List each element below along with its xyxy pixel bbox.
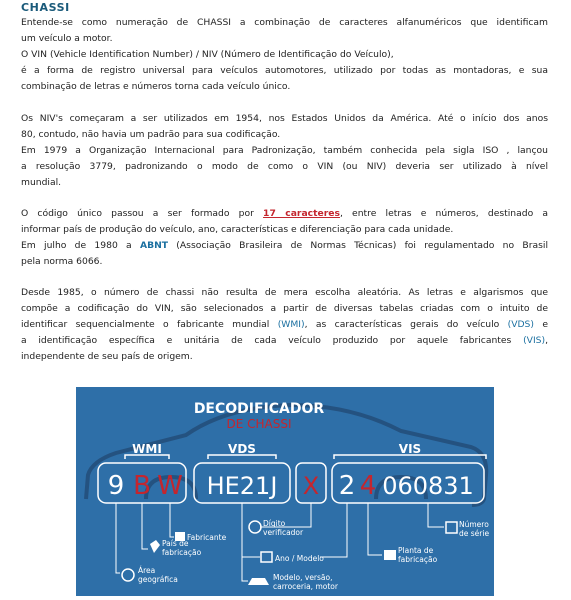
text-line <box>21 238 548 254</box>
text-segment: a identificação específica e unitária de cada veículo produzido por aquele fabricantes <box>21 335 524 346</box>
label-serie-2: de série <box>459 529 490 538</box>
text-segment: , entre letras e números, destinado a <box>339 208 548 219</box>
paragraph-intro <box>21 15 548 95</box>
text-line: mundial. <box>21 177 62 188</box>
text-line: pela norma 6066. <box>21 256 103 267</box>
paragraph-history <box>21 111 548 191</box>
decoder-subtitle: DE CHASSI <box>226 417 292 431</box>
text-line: a resolução 3779, padronizando o modo de como o VIN (ou NIV) deveria ser utilizado à nível <box>21 161 548 172</box>
wmi-label: WMI <box>132 442 162 456</box>
text-line: compõe a codificação do VIN, são selecionados a partir de diversas tabelas criadas com o intuito de <box>21 303 548 314</box>
text-line: Desde 1985, o número de chassi não resulta de mera escolha aleatória. As letras e algarismos que <box>21 287 548 298</box>
label-planta-2: fabricação <box>398 555 438 564</box>
decoder-title: DECODIFICADOR <box>193 401 325 417</box>
label-pais-1: País de <box>162 539 189 548</box>
vin-char-4: 4 <box>359 471 377 501</box>
abnt-highlight: ABNT <box>139 240 169 251</box>
text-line <box>21 206 548 222</box>
infographic-svg <box>76 387 494 596</box>
label-digito-2: verificador <box>263 528 304 537</box>
label-area-2: geográfica <box>138 575 178 584</box>
text-line: independente de seu país de origem. <box>21 351 193 362</box>
text-line: Em 1979 a Organização Internacional para Padronização, também conhecida pela sigla ISO , lançou <box>21 145 548 156</box>
vin-char-w: W <box>157 471 183 501</box>
text-line <box>21 317 548 333</box>
text-line: O VIN (Vehicle Identification Number) / NIV (Número de Identificação do Veículo), <box>21 49 394 60</box>
text-segment: O código único passou a ser formado por <box>21 208 264 219</box>
label-ano-modelo: Ano / Modelo <box>275 554 324 563</box>
label-digito-1: Dígito <box>263 519 286 528</box>
paragraph-format <box>21 206 548 270</box>
text-line <box>21 333 548 349</box>
plant-icon <box>384 550 396 560</box>
text-line: informar país de produção do veículo, ano, características e diferenciação para cada unidade. <box>21 224 454 235</box>
vin-char-9: 9 <box>107 471 125 501</box>
vin-char-x: X <box>302 472 320 500</box>
vin-vds-chars: HE21J <box>206 472 278 500</box>
label-pais-2: fabricação <box>162 548 202 557</box>
text-line: é a forma de registro universal para veículos automotores, utilizado por todas as montadoras, e sua <box>21 65 548 76</box>
text-segment: , as características gerais do veículo <box>304 319 508 330</box>
vin-serial-chars: 060831 <box>382 472 474 500</box>
vin-char-2: 2 <box>338 471 356 501</box>
vis-label: VIS <box>398 442 422 456</box>
label-modelo-2: carroceria, motor <box>273 582 338 591</box>
paragraph-structure <box>21 285 548 365</box>
vds-highlight: (VDS) <box>507 319 534 330</box>
text-line: 80, contudo, não havia um padrão para sua codificação. <box>21 129 281 140</box>
label-fabricante: Fabricante <box>187 533 227 542</box>
vis-highlight: (VIS) <box>523 335 546 346</box>
label-area-1: Área <box>138 566 156 575</box>
text-segment: identificar sequencialmente o fabricante mundial <box>21 319 278 330</box>
text-segment: (Associação Brasileira de Normas Técnicas) foi regulamentado no Brasil <box>168 240 548 251</box>
label-serie-1: Número <box>459 520 489 529</box>
text-line: um veículo a motor. <box>21 33 113 44</box>
17-caracteres-link[interactable]: 17 caracteres <box>263 208 340 219</box>
vin-char-b: B <box>133 471 151 501</box>
text-segment: e <box>533 319 549 330</box>
text-line: Entende-se como numeração de CHASSI a combinação de caracteres alfanuméricos que identificam <box>21 17 548 28</box>
label-modelo-1: Modelo, versão, <box>273 573 333 582</box>
text-line: combinação de letras e números torna cada veículo único. <box>21 81 291 92</box>
text-segment: Em julho de 1980 a <box>21 240 140 251</box>
vds-label: VDS <box>228 442 256 456</box>
label-planta-1: Planta de <box>398 546 434 555</box>
text-segment: , <box>545 335 548 346</box>
chassis-decoder-infographic <box>76 387 494 596</box>
page-title: CHASSI <box>21 1 70 14</box>
text-line: Os NIV's começaram a ser utilizados em 1954, nos Estados Unidos da América. Até o início dos anos <box>21 113 548 124</box>
wmi-highlight: (WMI) <box>277 319 305 330</box>
